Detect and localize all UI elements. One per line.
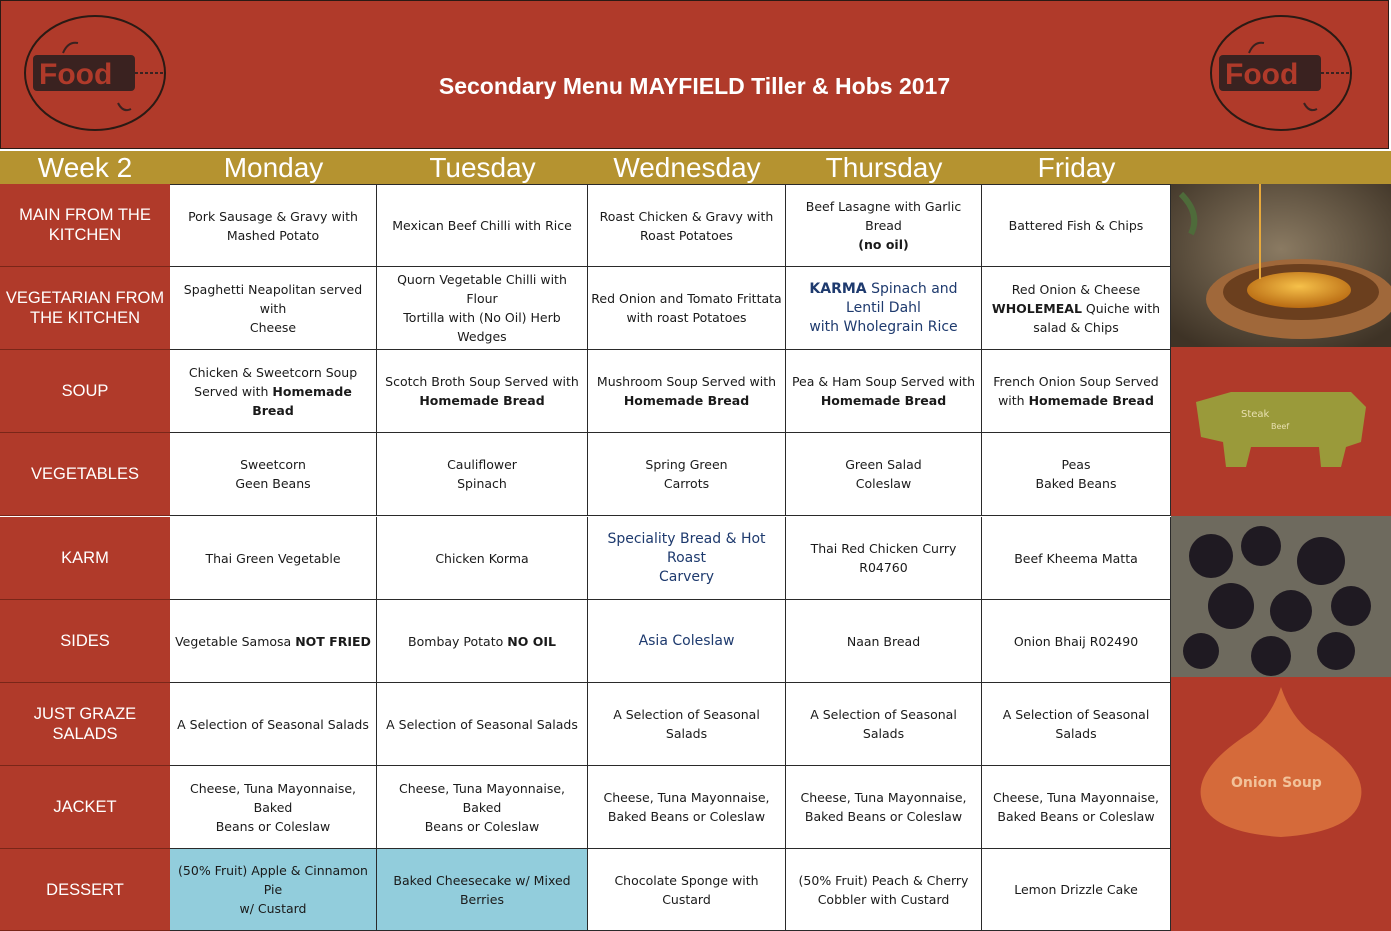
menu-cell	[170, 683, 377, 766]
menu-item-main: Asia Coleslaw	[638, 632, 735, 649]
menu-item-text	[408, 632, 556, 651]
menu-item-main: Spring Green Carrots	[645, 457, 728, 491]
menu-item-text	[1014, 549, 1138, 568]
menu-item-text	[792, 372, 975, 410]
menu-cell	[377, 267, 588, 350]
menu-item-text	[435, 549, 528, 568]
menu-item-text	[799, 871, 969, 909]
cow-word-art-image	[1171, 347, 1391, 516]
menu-item-text	[235, 455, 310, 493]
menu-cell	[786, 766, 982, 849]
menu-cell	[588, 849, 786, 931]
menu-item-main: A Selection of Seasonal Salads	[177, 716, 369, 732]
menu-item-main: Baked Cheesecake w/ Mixed Berries	[393, 872, 571, 907]
menu-item-text	[591, 871, 782, 909]
menu-item-main: Pork Sausage & Gravy with Mashed Potato	[188, 208, 358, 243]
menu-item-bold: Homemade Bread	[419, 393, 545, 408]
menu-item-text	[847, 632, 920, 651]
menu-cell	[377, 184, 588, 267]
menu-cell	[377, 517, 588, 600]
menu-item-text	[447, 455, 517, 493]
menu-cell	[377, 350, 588, 433]
row-label: VEGETABLES	[0, 433, 170, 516]
menu-item-main: Mushroom Soup Served with	[596, 374, 777, 389]
menu-item-text	[591, 530, 782, 587]
menu-item-text	[639, 632, 735, 651]
menu-cell	[588, 267, 786, 350]
menu-item-main: Battered Fish & Chips	[1008, 218, 1144, 233]
menu-cell	[786, 683, 982, 766]
page-title: Secondary Menu MAYFIELD Tiller & Hobs 2017	[438, 73, 951, 99]
menu-cell	[982, 267, 1171, 350]
menu-item-main: Cheese, Tuna Mayonnaise, Baked Beans or Coleslaw	[398, 780, 566, 834]
svg-text:Beef: Beef	[1271, 422, 1290, 431]
menu-item-text	[789, 280, 978, 337]
menu-cell	[170, 849, 377, 931]
menu-item-text	[205, 549, 340, 568]
menu-item-text	[175, 632, 371, 651]
menu-item-main: (50% Fruit) Apple & Cinnamon Pie w/ Custard	[178, 863, 368, 916]
menu-item-text	[393, 871, 570, 909]
menu-item-main: Beef Kheema Matta	[1014, 550, 1138, 566]
day-friday: Friday	[1037, 152, 1116, 183]
menu-cell	[588, 683, 786, 766]
menu-cell	[786, 433, 982, 516]
menu-cell	[170, 600, 377, 683]
food-logo	[1209, 13, 1354, 133]
menu-item-bold: Homemade Bread	[623, 393, 750, 408]
menu-item-main: Spaghetti Neapolitan served with Cheese	[183, 281, 363, 335]
menu-item-main: A Selection of Seasonal Salads	[810, 707, 957, 741]
row-label: DESSERT	[0, 849, 170, 931]
menu-item-main: A Selection of Seasonal Salads	[1002, 707, 1150, 741]
row-label: SOUP	[0, 350, 170, 433]
menu-item-main: Cauliflower Spinach	[447, 457, 517, 491]
menu-item-bold: Homemade Bread	[820, 393, 947, 408]
menu-cell	[170, 517, 377, 600]
menu-item-main: Green Salad Coleslaw	[845, 457, 922, 491]
menu-item-main: Onion Bhaij R02490	[1013, 633, 1139, 649]
menu-cell	[377, 683, 588, 766]
menu-cell	[170, 267, 377, 350]
row-label: JUST GRAZE SALADS	[0, 683, 170, 766]
menu-item-main: Red Onion and Tomato Frittata with roast Potatoes	[591, 291, 782, 325]
logo-text: Food	[1225, 58, 1299, 91]
day-wednesday: Wednesday	[613, 152, 761, 183]
menu-item-text	[1009, 216, 1144, 235]
menu-item-main: Naan Bread	[846, 633, 921, 649]
menu-item-main: Spinach and Lentil Dahl with Wholegrain Rice	[809, 280, 958, 335]
menu-cell	[588, 766, 786, 849]
week-label: Week 2	[37, 152, 133, 183]
menu-item-text	[173, 363, 373, 420]
menu-cell	[588, 350, 786, 433]
menu-item-main: Speciality Bread & Hot Roast Carvery	[607, 530, 766, 585]
menu-item-main: Chicken & Sweetcorn Soup Served with	[188, 364, 358, 399]
honey-spoon-image	[1171, 184, 1391, 347]
menu-item-after: Quiche with salad & Chips	[1033, 300, 1161, 335]
menu-item-text	[591, 705, 782, 743]
menu-item-text	[188, 207, 358, 245]
menu-item-main: A Selection of Seasonal Salads	[386, 716, 578, 732]
menu-item-bold: NO OIL	[507, 633, 556, 649]
svg-text:Onion Soup: Onion Soup	[1231, 775, 1322, 791]
menu-item-text	[845, 455, 922, 493]
menu-item-text	[645, 455, 727, 493]
menu-item-main: Pea & Ham Soup Served with	[791, 374, 976, 389]
menu-item-text	[603, 788, 769, 826]
day-header-row	[0, 151, 1391, 184]
menu-item-main: French Onion Soup Served with	[993, 374, 1159, 408]
menu-item-bold: Homemade Bread	[252, 383, 352, 418]
menu-item-text	[177, 715, 369, 734]
row-label: SIDES	[0, 600, 170, 683]
menu-item-main: Cheese, Tuna Mayonnaise, Baked Beans or Coleslaw	[992, 790, 1160, 824]
menu-cell	[170, 433, 377, 516]
menu-cell	[982, 683, 1171, 766]
menu-cell	[377, 766, 588, 849]
menu-item-text	[591, 289, 781, 327]
menu-item-main: Lemon Drizzle Cake	[1014, 882, 1138, 897]
menu-cell	[786, 267, 982, 350]
menu-item-main: Roast Chicken & Gravy with Roast Potatoes	[599, 208, 774, 243]
menu-cell	[982, 517, 1171, 600]
menu-item-text	[380, 779, 584, 836]
menu-item-text	[1014, 632, 1138, 651]
menu-item-bold: Homemade Bread	[1028, 393, 1154, 408]
menu-cell	[982, 350, 1171, 433]
menu-item-text	[993, 372, 1159, 410]
logo-text: Food	[39, 58, 113, 91]
menu-item-bold: WHOLEMEAL	[991, 300, 1082, 316]
menu-item-main: Cheese, Tuna Mayonnaise, Baked Beans or Coleslaw	[800, 790, 967, 824]
menu-item-text	[380, 270, 584, 346]
menu-item-bold: KARMA	[809, 280, 867, 297]
menu-cell	[588, 433, 786, 516]
svg-text:Steak: Steak	[1241, 409, 1270, 420]
menu-item-main: Chocolate Sponge with Custard	[614, 872, 759, 907]
menu-cell	[588, 184, 786, 267]
menu-item-main: Beef Lasagne with Garlic Bread	[805, 199, 962, 233]
menu-item-main: Bombay Potato	[408, 633, 508, 649]
menu-item-text	[600, 207, 774, 245]
day-thursday: Thursday	[825, 152, 943, 183]
menu-cell	[377, 433, 588, 516]
row-label: MAIN FROM THE KITCHEN	[0, 184, 170, 267]
menu-item-main: Mexican Beef Chilli with Rice	[392, 218, 572, 233]
menu-item-main: Vegetable Samosa	[175, 633, 296, 649]
menu-item-main: Scotch Broth Soup Served with	[385, 374, 579, 389]
menu-item-main: Quorn Vegetable Chilli with Flour Tortilla with (No Oil) Herb Wedges	[397, 272, 567, 344]
menu-item-main: Cheese, Tuna Mayonnaise, Baked Beans or Coleslaw	[189, 780, 357, 834]
menu-cell	[786, 350, 982, 433]
menu-cell	[588, 517, 786, 600]
menu-cell	[170, 766, 377, 849]
menu-item-text	[1014, 880, 1138, 899]
menu-item-text	[392, 216, 572, 235]
day-monday: Monday	[223, 152, 324, 183]
menu-item-text	[789, 197, 978, 254]
menu-item-main: Cheese, Tuna Mayonnaise, Baked Beans or Coleslaw	[603, 790, 770, 824]
menu-cell	[377, 849, 588, 931]
row-label: JACKET	[0, 766, 170, 849]
row-label: VEGETARIAN FROM THE KITCHEN	[0, 267, 170, 350]
menu-cell	[786, 849, 982, 931]
menu-item-main: Red Onion & Cheese	[1011, 281, 1141, 297]
menu-item-text	[993, 788, 1159, 826]
menu-cell	[982, 600, 1171, 683]
menu-item-text	[992, 280, 1160, 337]
row-label: KARM	[0, 517, 170, 600]
menu-item-text	[173, 861, 373, 918]
menu-item-main: Thai Red Chicken Curry R04760	[810, 541, 957, 575]
menu-item-main: Sweetcorn Geen Beans	[235, 457, 311, 491]
menu-cell	[170, 350, 377, 433]
menu-item-text	[386, 715, 578, 734]
menu-item-bold: NOT FRIED	[295, 633, 371, 649]
onion-soup-word-art-image	[1171, 677, 1391, 931]
menu-cell	[588, 600, 786, 683]
menu-item-text	[597, 372, 776, 410]
menu-item-main: (50% Fruit) Peach & Cherry Cobbler with Custard	[798, 872, 969, 907]
menu-cell	[170, 184, 377, 267]
menu-item-text	[985, 705, 1167, 743]
menu-item-text	[789, 539, 978, 577]
menu-item-text	[1036, 455, 1117, 493]
menu-item-text	[173, 280, 373, 337]
menu-item-text	[789, 705, 978, 743]
menu-item-main: Thai Green Vegetable	[205, 550, 341, 566]
blackberries-image	[1171, 516, 1391, 677]
menu-item-bold: (no oil)	[858, 237, 909, 252]
menu-cell	[786, 184, 982, 267]
menu-item-main: Peas Baked Beans	[1035, 457, 1117, 491]
menu-item-text	[800, 788, 966, 826]
menu-cell	[982, 184, 1171, 267]
menu-item-text	[385, 372, 579, 410]
menu-item-main: A Selection of Seasonal Salads	[613, 707, 760, 741]
menu-cell	[982, 433, 1171, 516]
menu-cell	[982, 766, 1171, 849]
menu-cell	[377, 600, 588, 683]
menu-header	[0, 0, 1389, 149]
menu-item-text	[173, 779, 373, 836]
menu-item-main: Chicken Korma	[435, 550, 529, 566]
day-tuesday: Tuesday	[429, 152, 536, 183]
menu-cell	[786, 517, 982, 600]
menu-cell	[786, 600, 982, 683]
menu-cell	[982, 849, 1171, 931]
